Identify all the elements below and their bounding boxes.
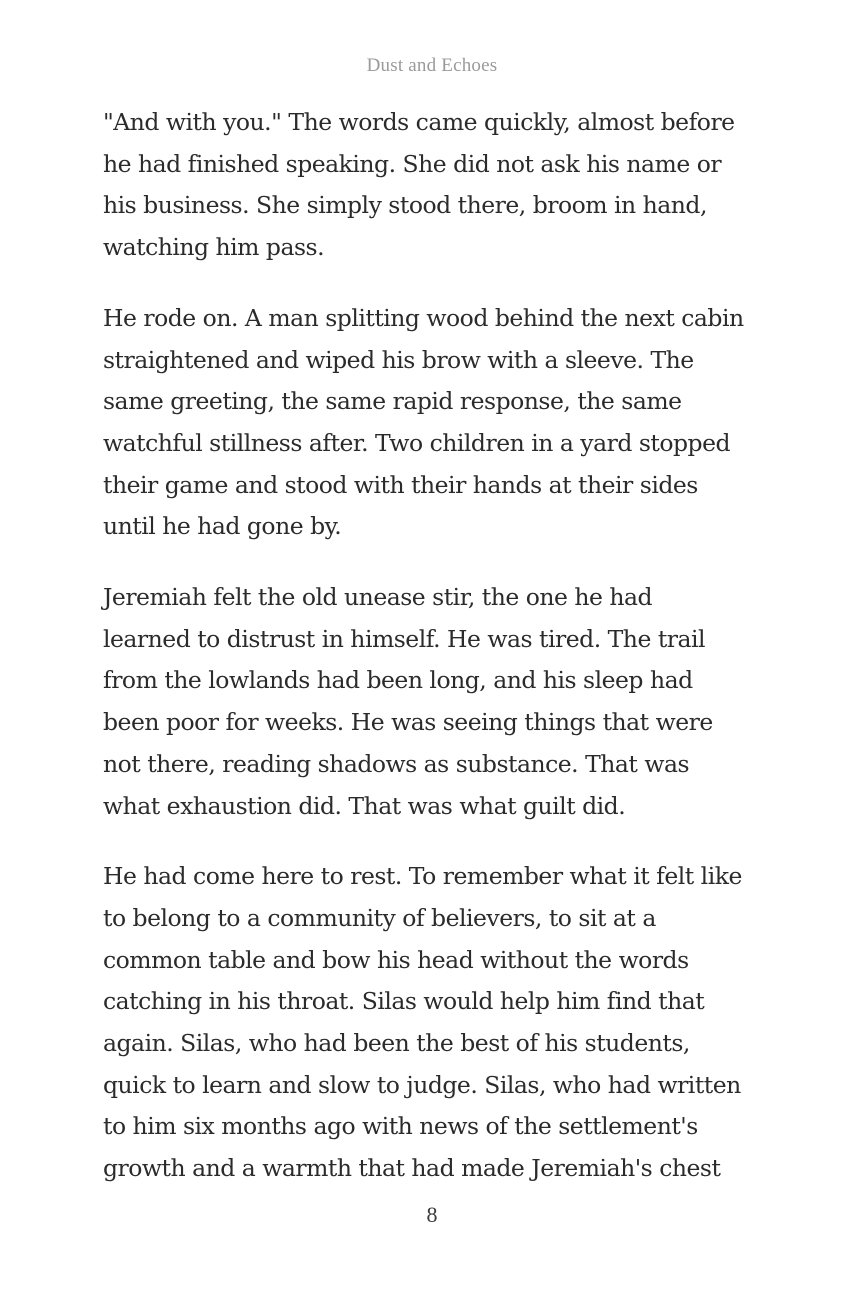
text-line: until he had gone by.: [103, 512, 342, 541]
text-line: again. Silas, who had been the best of his students,: [103, 1029, 690, 1058]
text-line: same greeting, the same rapid response, the same: [103, 387, 682, 416]
paragraph-1: [103, 102, 793, 269]
page-body-text: [103, 102, 793, 1219]
text-line: common table and bow his head without the words: [103, 945, 689, 974]
text-line: been poor for weeks. He was seeing things that were: [103, 708, 713, 737]
text-line: Jeremiah felt the old unease stir, the one he had: [103, 583, 653, 612]
text-line: their game and stood with their hands at their sides: [103, 470, 698, 499]
text-line: straightened and wiped his brow with a sleeve. The: [103, 345, 694, 374]
text-line: not there, reading shadows as substance. That was: [103, 749, 690, 778]
text-line: quick to learn and slow to judge. Silas, who had written: [103, 1070, 741, 1099]
text-line: "And with you." The words came quickly, almost before: [103, 108, 735, 136]
text-line: what exhaustion did. That was what guilt did.: [103, 791, 626, 820]
text-line: watchful stillness after. Two children in a yard stopped: [103, 428, 731, 457]
page-number: 8: [426, 1202, 438, 1227]
text-line: he had finished speaking. She did not ask his name or: [103, 149, 722, 178]
text-line: He rode on. A man splitting wood behind the next cabin: [103, 303, 744, 332]
text-line: He had come here to rest. To remember what it felt like: [103, 862, 742, 891]
text-line: learned to distrust in himself. He was tired. The trail: [103, 624, 706, 653]
running-head-book-title: Dust and Echoes: [366, 55, 498, 76]
paragraph-4: [103, 856, 793, 1190]
text-line: to belong to a community of believers, to sit at a: [103, 903, 656, 932]
paragraph-3: [103, 577, 793, 827]
text-line: to him six months ago with news of the settlement's: [103, 1112, 698, 1141]
text-line: growth and a warmth that had made Jeremiah's chest: [103, 1154, 721, 1183]
text-line: his business. She simply stood there, broom in hand,: [103, 191, 707, 220]
paragraph-2: [103, 298, 793, 548]
text-line: watching him pass.: [103, 233, 325, 262]
text-line: catching in his throat. Silas would help him find that: [103, 987, 705, 1016]
text-line: from the lowlands had been long, and his sleep had: [103, 666, 693, 695]
